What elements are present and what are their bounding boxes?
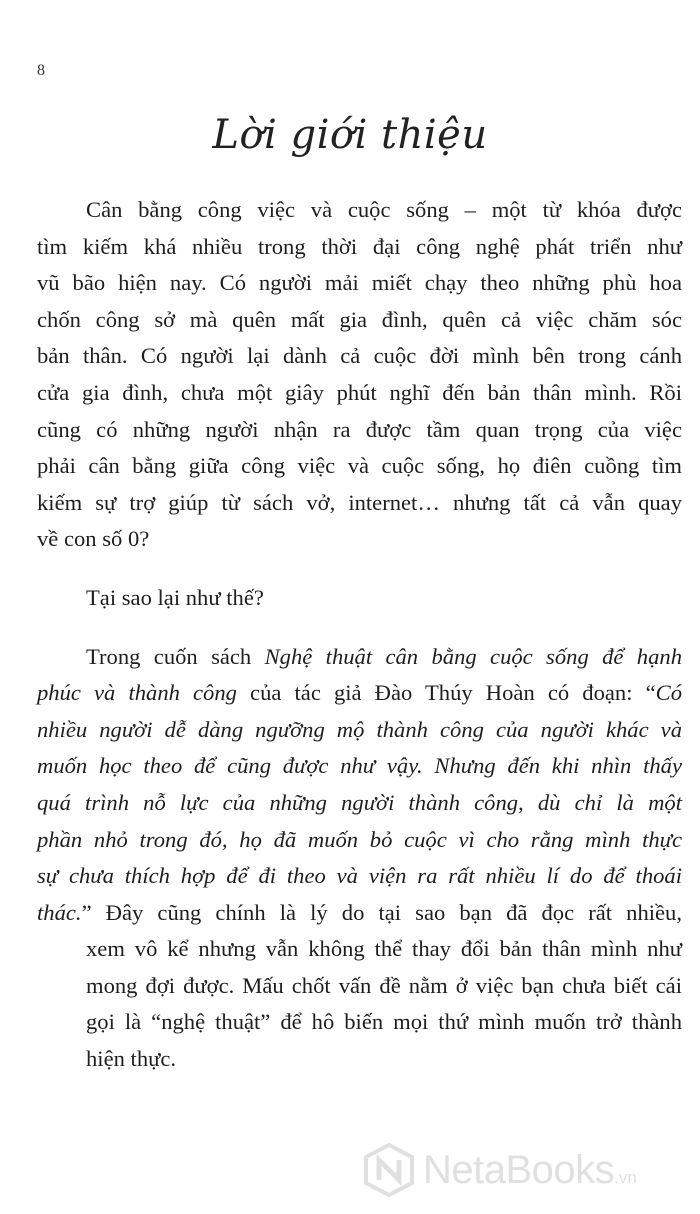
text-line: Cân bằng công việc và cuộc sống – một từ khóa được [86,197,682,222]
watermark-suffix: .vn [614,1168,637,1187]
text-line: phải cân bằng giữa công việc và cuộc sống, họ điên cuồng tìm [37,453,682,479]
quote-line [37,858,682,895]
netabooks-logo-icon [361,1142,417,1198]
body-text [37,192,682,1078]
text-line: gọi là “nghệ thuật” để hô biến mọi thứ mình muốn trở thành [86,1009,682,1035]
quote-line [37,712,682,749]
text-line: mong đợi được. Mấu chốt vấn đề nằm ở việc bạn chưa biết cái [86,972,682,998]
paragraph-3 [37,639,682,1078]
text-line: xem vô kể nhưng vẫn không thể thay đổi bản thân mình như [86,936,682,962]
text-run: Trong cuốn sách [86,643,265,669]
text-line: tìm kiếm khá nhiều trong thời đại công nghệ phát triển như [37,233,682,259]
quote-text: Có [655,680,682,706]
paragraph-2 [86,580,682,617]
text-line: bản thân. Có người lại dành cả cuộc đời mình bên trong cánh [37,343,682,369]
text-run: của tác giả Đào Thúy Hoàn có đoạn: “ [236,680,656,706]
page-number: 8 [37,62,45,79]
quote-text: thác. [37,899,82,925]
quote-text: quá trình nỗ lực của những người thành công, dù chỉ là một [37,789,682,815]
quote-text: phần nhỏ trong đó, họ đã muốn bỏ cuộc vì cho rằng mình thực [37,826,682,852]
text-line: cửa gia đình, chưa một giây phút nghĩ đến bản thân mình. Rồi [37,379,682,405]
text-line: chốn công sở mà quên mất gia đình, quên cả việc chăm sóc [37,306,682,332]
page-title: Lời giới thiệu [212,112,488,158]
text-line: kiếm sự trợ giúp từ sách vở, internet… nhưng tất cả vẫn quay [37,489,682,515]
paragraph-1 [37,192,682,558]
text-line [86,639,682,676]
book-title: Nghệ thuật cân bằng cuộc sống để hạnh [264,643,682,669]
quote-line [37,822,682,859]
quote-text: nhiều người dễ dàng ngưỡng mộ thành công của người khác và [37,716,682,742]
quote-text: sự chưa thích hợp để đi theo và viện ra rất nhiều lí do để thoái [37,863,682,889]
quote-text: muốn học theo để cũng được như vậy. Nhưng đến khi nhìn thấy [37,753,682,779]
quote-line [37,785,682,822]
watermark-brand: NetaBooks [423,1147,615,1192]
text-line: về con số 0? [37,526,150,552]
watermark [361,1140,691,1200]
text-line [37,895,682,932]
text-line: hiện thực. [86,1046,177,1072]
text-line: cũng có những người nhận ra được tầm quan trọng của việc [37,416,682,442]
book-title: phúc và thành công [37,680,237,706]
text-line [37,675,682,712]
text-run: ” Đây cũng chính là lý do tại sao bạn đã đọc rất nhiều, [81,899,682,925]
quote-line [37,748,682,785]
text-line: Tại sao lại như thế? [86,584,264,610]
text-line: vũ bão hiện nay. Có người mải miết chạy theo những phù hoa [37,270,682,296]
